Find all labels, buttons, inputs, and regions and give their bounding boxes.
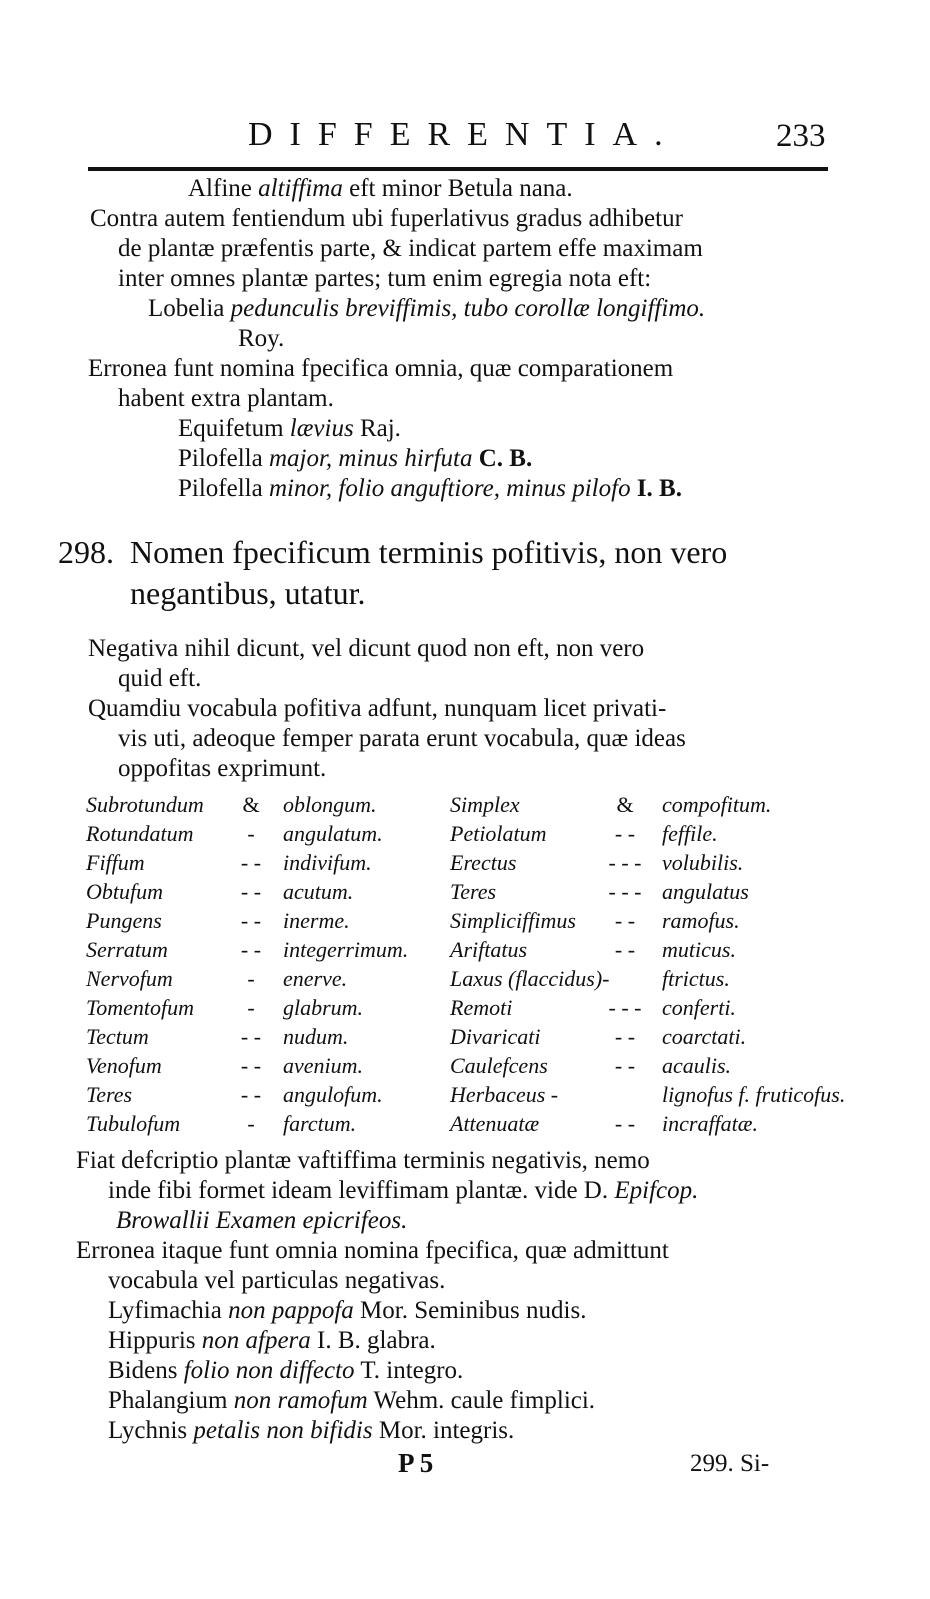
- example-line: Bidens folio non diffecto T. integro.: [108, 1357, 464, 1384]
- text-line: oppofitas exprimunt.: [118, 755, 327, 782]
- aphorism-line: negantibus, utatur.: [130, 575, 366, 611]
- table-cell: Remoti: [450, 995, 513, 1020]
- table-cell: Pungens: [86, 908, 162, 933]
- table-cell: acaulis.: [662, 1053, 732, 1078]
- table-cell: ftrictus.: [662, 966, 730, 991]
- table-cell: -: [247, 1111, 255, 1136]
- table-cell: Herbaceus -: [450, 1082, 559, 1107]
- table-cell: -: [247, 995, 255, 1020]
- signature-mark: P 5: [398, 1448, 434, 1478]
- table-cell: muticus.: [662, 937, 736, 962]
- text-line: habent extra plantam.: [118, 385, 334, 412]
- table-cell: Venofum: [86, 1053, 162, 1078]
- header-rule: [88, 167, 828, 171]
- table-cell: -: [247, 966, 255, 991]
- table-cell: conferti.: [662, 995, 736, 1020]
- table-left-opposites: [283, 790, 443, 1138]
- table-cell: - -: [240, 1024, 262, 1049]
- table-cell: - -: [614, 1053, 636, 1078]
- text-line: Negativa nihil dicunt, vel dicunt quod non eft, non vero: [88, 635, 645, 662]
- table-cell: angulatum.: [283, 821, 383, 846]
- table-cell: incraffatæ.: [662, 1111, 758, 1136]
- text-line: Erronea funt nomina fpecifica omnia, quæ comparationem: [88, 355, 674, 382]
- table-cell: ramofus.: [662, 908, 740, 933]
- text-line: Fiat defcriptio plantæ vaftiffima terminis negativis, nemo: [76, 1147, 650, 1174]
- example-line: Lyfimachia non pappofa Mor. Seminibus nudis.: [108, 1297, 587, 1324]
- text-line: Alfine altiffima eft minor Betula nana.: [188, 175, 573, 202]
- table-cell: angulatus: [662, 879, 749, 904]
- text-line: inde fibi formet ideam leviffimam plantæ. vide D. Epifcop.: [108, 1177, 699, 1204]
- table-cell: nudum.: [283, 1024, 349, 1049]
- table-cell: oblongum.: [283, 792, 377, 817]
- table-cell: Fiffum: [86, 850, 145, 875]
- table-cell: Tomentofum: [86, 995, 194, 1020]
- text-line: de plantæ præfentis parte, & indicat partem effe maximam: [118, 235, 703, 262]
- table-cell: farctum.: [283, 1111, 357, 1136]
- catchword: 299. Si-: [690, 1450, 770, 1477]
- table-cell: compofitum.: [662, 792, 772, 817]
- table-cell: Simplex: [450, 792, 520, 817]
- table-cell: Caulefcens: [450, 1053, 548, 1078]
- running-title: DIFFERENTIA.: [248, 116, 680, 153]
- table-cell: indivifum.: [283, 850, 372, 875]
- citation: Roy.: [238, 325, 285, 352]
- table-cell: Serratum: [86, 937, 168, 962]
- table-cell: [585, 964, 665, 993]
- table-cell: Tectum: [86, 1024, 149, 1049]
- table-cell: - - -: [608, 850, 642, 875]
- table-cell: - - -: [608, 879, 642, 904]
- table-cell: Petiolatum: [450, 821, 547, 846]
- text-line: Contra autem fentiendum ubi fuperlativus gradus adhibetur: [90, 205, 683, 232]
- aphorism-number: 298.: [58, 534, 114, 570]
- table-cell: Divaricati: [450, 1024, 541, 1049]
- text-line: Quamdiu vocabula pofitiva adfunt, nunquam licet privati-: [88, 695, 667, 722]
- table-cell: Teres: [86, 1082, 133, 1107]
- table-cell: Rotundatum: [86, 821, 194, 846]
- table-cell: - -: [240, 908, 262, 933]
- table-cell: - -: [614, 1024, 636, 1049]
- table-cell: angulofum.: [283, 1082, 383, 1107]
- table-cell: [585, 1080, 665, 1109]
- table-cell: Simpliciffimus: [450, 908, 576, 933]
- table-cell: Laxus (flaccidus)-: [450, 966, 610, 991]
- table-right-separators: [585, 790, 665, 1138]
- example-line: Equifetum lævius Raj.: [178, 415, 401, 442]
- table-cell: - -: [614, 821, 636, 846]
- table-cell: glabrum.: [283, 995, 364, 1020]
- table-left-separators: [226, 790, 276, 1138]
- table-cell: &: [616, 792, 634, 817]
- text-line: vis uti, adeoque femper parata erunt vocabula, quæ ideas: [118, 725, 686, 752]
- table-cell: &: [242, 792, 260, 817]
- table-cell: - -: [240, 879, 262, 904]
- table-cell: Teres: [450, 879, 497, 904]
- table-cell: Tubulofum: [86, 1111, 181, 1136]
- table-cell: - -: [240, 1053, 262, 1078]
- table-cell: Attenuatæ: [450, 1111, 540, 1136]
- table-cell: inermе.: [283, 908, 350, 933]
- table-right-opposites: [662, 790, 846, 1138]
- example-line: Lobelia pedunculis breviffimis, tubo corollæ longiffimo.: [148, 295, 706, 322]
- table-left-terms: [86, 790, 226, 1138]
- table-cell: Nervofum: [86, 966, 173, 991]
- example-line: Hippuris non afpera I. B. glabra.: [108, 1327, 436, 1354]
- table-cell: integerrimum.: [283, 937, 409, 962]
- table-cell: Obtufum: [86, 879, 163, 904]
- table-cell: - -: [614, 908, 636, 933]
- table-cell: volubilis.: [662, 850, 744, 875]
- example-line: Phalangium non ramofum Wehm. caule fimplici.: [108, 1387, 596, 1414]
- table-cell: Erectus: [450, 850, 517, 875]
- text-line: inter omnes plantæ partes; tum enim egregia nota eft:: [118, 265, 652, 292]
- table-cell: lignofus f. fruticofus.: [662, 1082, 846, 1107]
- table-cell: feffile.: [662, 821, 718, 846]
- text-line: vocabula vel particulas negativas.: [108, 1267, 446, 1294]
- table-cell: - -: [240, 850, 262, 875]
- page-number: 233: [776, 118, 826, 154]
- table-cell: Subrotundum: [86, 792, 204, 817]
- table-cell: avenium.: [283, 1053, 364, 1078]
- table-cell: coarctati.: [662, 1024, 747, 1049]
- table-cell: - -: [614, 937, 636, 962]
- table-cell: - - -: [608, 995, 642, 1020]
- table-cell: - -: [240, 1082, 262, 1107]
- table-cell: acutum.: [283, 879, 354, 904]
- table-cell: - -: [240, 937, 262, 962]
- table-cell: -: [247, 821, 255, 846]
- example-line: Lychnis petalis non bifidis Mor. integris.: [108, 1417, 515, 1444]
- text-line: quid eft.: [118, 665, 202, 692]
- table-cell: Ariftatus: [450, 937, 528, 962]
- example-line: Pilofella minor, folio anguftiore, minus pilofo I. B.: [178, 475, 682, 502]
- aphorism-line: Nomen fpecificum terminis pofitivis, non vero: [130, 534, 728, 570]
- table-cell: enerve.: [283, 966, 348, 991]
- text-line: Erronea itaque funt omnia nomina fpecifica, quæ admittunt: [76, 1237, 669, 1264]
- example-line: Pilofella major, minus hirfuta C. B.: [178, 445, 533, 472]
- table-cell: - -: [614, 1111, 636, 1136]
- citation: Browallii Examen epicrifeos.: [116, 1207, 408, 1234]
